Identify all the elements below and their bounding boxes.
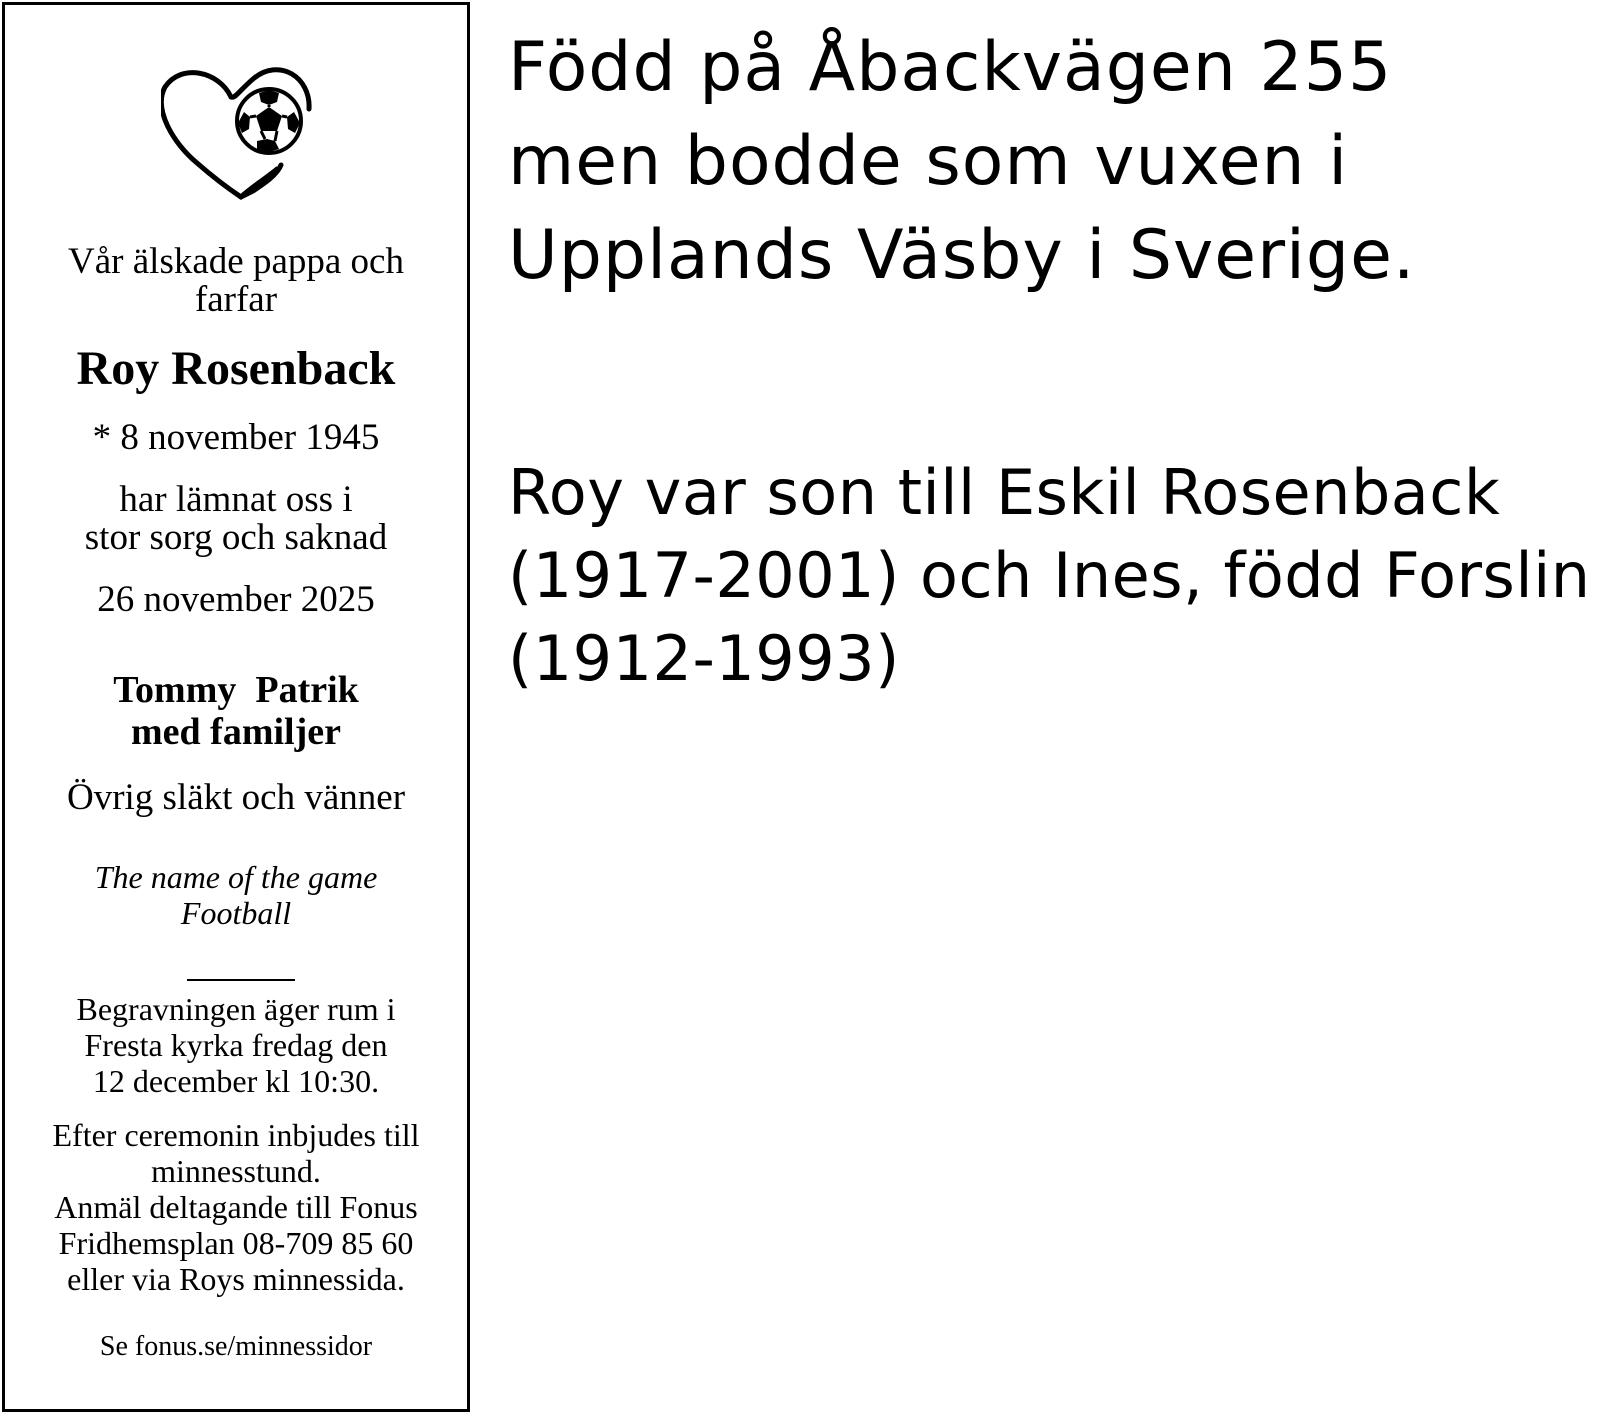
story-p1-line-1: Född på Åbackvägen 255 [508,28,1393,107]
quote-line-2: Football [180,895,292,931]
family-line-2: med familjer [131,711,341,753]
funeral-line-3: 12 december kl 10:30. [92,1063,380,1099]
intro-line-1: Vår älskade pappa och [68,241,404,282]
funeral-line-1: Begravningen äger rum i [76,991,396,1027]
after-line-2: minnesstund. [151,1153,321,1189]
deceased-name: Roy Rosenback [76,342,396,395]
after-line-1: Efter ceremonin inbjudes till [52,1117,420,1153]
passed-line-2: stor sorg och saknad [84,517,388,558]
story-p2-line-1: Roy var son till Eskil Rosenback [508,456,1501,529]
story-p1-line-3: Upplands Väsby i Sverige. [508,216,1416,295]
after-line-5: eller via Roys minnessida. [67,1261,405,1297]
death-date: 26 november 2025 [97,579,375,620]
story-p2-line-3: (1912-1993) [508,622,900,695]
divider [187,979,295,981]
after-line-4: Fridhemsplan 08-709 85 60 [58,1225,414,1261]
story-p1-line-2: men bodde som vuxen i [508,122,1349,201]
relatives: Övrig släkt och vänner [66,777,406,818]
quote-line-1: The name of the game [94,859,378,895]
passed-line-1: har lämnat oss i [119,479,353,520]
family-line-1: Tommy Patrik [113,669,359,711]
birth-date: * 8 november 1945 [92,417,380,458]
after-line-3: Anmäl deltagande till Fonus [54,1189,418,1225]
website-link[interactable]: Se fonus.se/minnessidor [99,1331,373,1362]
funeral-line-2: Fresta kyrka fredag den [84,1027,388,1063]
intro-line-2: farfar [194,279,278,320]
death-notice [2,2,470,1412]
story-p2-line-2: (1917-2001) och Ines, född Forslin [508,539,1591,612]
heart-with-football-icon [161,57,351,209]
